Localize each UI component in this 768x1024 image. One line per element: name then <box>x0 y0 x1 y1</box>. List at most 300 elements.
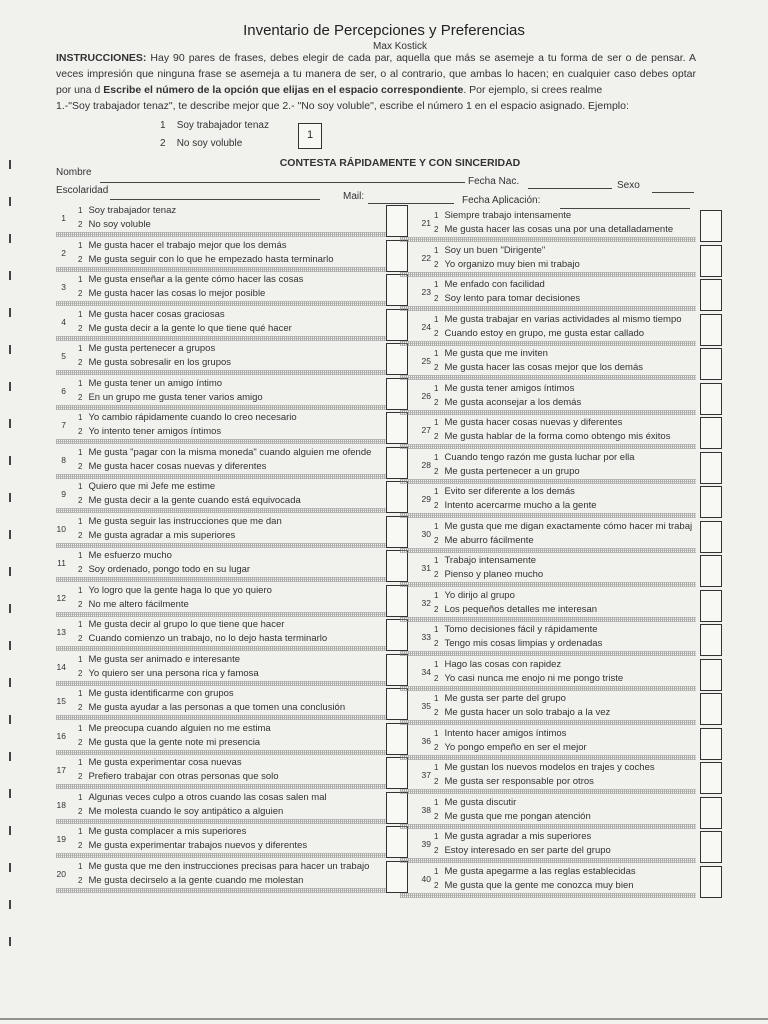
option-number: 2 <box>434 639 439 648</box>
sexo-line[interactable] <box>652 192 694 193</box>
option-text: Soy un buen "Dirigente" <box>444 244 546 256</box>
question-number: 4 <box>61 316 66 327</box>
option-text: Me gusta sobresalir en los grupos <box>88 357 232 368</box>
answer-box[interactable] <box>386 447 408 479</box>
option-text: Me gusta aconsejar a los demás <box>444 396 582 408</box>
option-text: Me gusta que la gente note mi presencia <box>88 736 261 748</box>
option-2 <box>434 604 597 615</box>
option-text: Me gusta decir a la gente cuando está equivocada <box>88 495 301 506</box>
fecha-nac-label: Fecha Nac. <box>468 176 520 187</box>
option-text: No soy voluble <box>88 219 151 230</box>
option-1 <box>78 447 371 458</box>
option-2 <box>78 737 260 748</box>
answer-box[interactable] <box>700 383 722 415</box>
question-number: 26 <box>421 390 431 401</box>
question-number: 18 <box>56 799 66 810</box>
answer-box[interactable] <box>386 309 408 341</box>
option-text: Me gusta tener amigos íntimos <box>444 382 575 394</box>
option-1 <box>434 383 574 394</box>
option-text: Me gusta pertenecer a grupos <box>88 343 216 354</box>
option-number: 1 <box>78 413 83 422</box>
option-text: Me gusta hacer cosas nuevas y diferentes <box>444 417 623 428</box>
option-2 <box>434 569 543 580</box>
option-1 <box>78 826 246 837</box>
option-text: Me gusta experimentar trabajos nuevos y diferentes <box>88 840 308 851</box>
option-2 <box>78 806 283 817</box>
option-1 <box>78 309 225 320</box>
question-number: 27 <box>421 425 431 435</box>
option-text: Me gusta hacer las cosas una por una detalladamente <box>444 224 674 235</box>
row-separator <box>56 267 386 272</box>
fecha-aplicacion-line[interactable] <box>560 208 690 209</box>
answer-box[interactable] <box>700 245 722 277</box>
option-text: Me gusta hacer las cosas mejor que los demás <box>444 362 643 373</box>
option-text: Yo quiero ser una persona rica y famosa <box>88 667 259 679</box>
option-text: Me gusta que me digan exactamente cómo hacer mi trabaj <box>444 520 693 532</box>
option-text: Me gusta apegarme a las reglas establecidas <box>444 865 636 877</box>
option-number: 1 <box>434 211 439 220</box>
option-2 <box>434 707 610 718</box>
answer-box[interactable] <box>700 555 722 587</box>
row-separator <box>56 577 386 582</box>
option-number: 1 <box>78 758 83 767</box>
option-number: 2 <box>434 397 439 407</box>
option-number: 1 <box>78 206 83 215</box>
question-number: 16 <box>56 730 66 741</box>
option-text: Me gusta complacer a mis superiores <box>88 826 247 837</box>
option-number: 2 <box>434 535 439 545</box>
option-number: 1 <box>434 866 439 876</box>
question-number: 21 <box>421 218 431 228</box>
option-1 <box>78 516 282 527</box>
mail-label: Mail: <box>343 191 365 202</box>
row-separator <box>400 858 696 863</box>
option-1 <box>78 481 215 492</box>
option-number: 2 <box>78 599 83 609</box>
option-2 <box>78 530 235 541</box>
option-text: Prefiero trabajar con otras personas que solo <box>88 771 279 782</box>
option-number: 2 <box>434 328 439 338</box>
fecha-nac-line[interactable] <box>528 188 612 189</box>
question-number: 1 <box>61 213 66 223</box>
row-separator <box>400 582 696 587</box>
option-2 <box>434 500 597 511</box>
option-text: Me gusta identificarme con grupos <box>88 688 234 699</box>
option-1 <box>78 343 215 354</box>
row-separator <box>56 646 386 651</box>
option-number: 2 <box>434 225 439 234</box>
option-1 <box>434 555 536 566</box>
row-separator <box>56 232 386 237</box>
option-1 <box>434 831 591 842</box>
example-option-1-text: Soy trabajador tenaz <box>176 120 269 131</box>
option-1 <box>78 240 286 251</box>
option-1 <box>434 486 575 497</box>
margin-tick <box>9 937 11 946</box>
option-1 <box>78 274 303 285</box>
option-number: 2 <box>78 737 83 747</box>
answer-box[interactable] <box>386 343 408 375</box>
margin-tick <box>9 826 11 835</box>
option-1 <box>434 728 566 739</box>
option-number: 1 <box>78 378 83 388</box>
option-1 <box>78 654 240 665</box>
option-text: Los pequeños detalles me interesan <box>444 603 598 615</box>
margin-tick <box>9 752 11 761</box>
answer-box[interactable] <box>700 521 722 553</box>
example-option-2-text: No soy voluble <box>176 138 243 149</box>
option-2 <box>78 875 303 886</box>
option-number: 1 <box>78 723 83 733</box>
answer-box[interactable] <box>386 688 408 720</box>
answer-box[interactable] <box>386 585 408 617</box>
escolaridad-line[interactable] <box>110 199 320 200</box>
option-1 <box>434 348 548 359</box>
option-number: 1 <box>78 827 83 836</box>
row-separator <box>56 853 386 858</box>
answer-box[interactable] <box>386 481 408 513</box>
option-1 <box>434 452 635 463</box>
row-separator <box>400 513 696 518</box>
option-text: Soy trabajador tenaz <box>88 205 177 216</box>
option-number: 1 <box>434 487 439 496</box>
question-number: 17 <box>56 765 66 775</box>
answer-box[interactable] <box>700 348 722 380</box>
row-separator <box>56 301 386 306</box>
option-number: 2 <box>78 254 83 264</box>
row-separator <box>400 548 696 553</box>
option-1 <box>78 861 369 872</box>
question-number: 9 <box>61 489 66 499</box>
answer-box[interactable] <box>700 279 722 311</box>
row-separator <box>400 789 696 794</box>
answer-box[interactable] <box>386 205 408 237</box>
question-number: 5 <box>61 351 66 361</box>
option-number: 2 <box>78 841 83 850</box>
option-1 <box>434 659 561 670</box>
margin-tick <box>9 234 11 243</box>
option-number: 2 <box>78 392 83 402</box>
option-text: Trabajo intensamente <box>444 555 536 566</box>
answer-box[interactable] <box>386 826 408 858</box>
option-1 <box>78 585 272 596</box>
question-number: 23 <box>421 287 431 297</box>
option-text: Me gusta que me pongan atención <box>444 810 591 822</box>
option-number: 2 <box>434 673 439 683</box>
question-number: 10 <box>56 523 66 534</box>
option-2 <box>434 397 581 408</box>
option-number: 1 <box>78 585 83 595</box>
question-number: 37 <box>421 770 431 780</box>
option-number: 2 <box>434 294 439 303</box>
margin-tick <box>9 419 11 428</box>
instructions-text-3: 1.-"Soy trabajador tenaz", te describe mejor que 2.- "No soy voluble", escribe el número 1 en el espacio asignado. Ejemplo: <box>56 100 629 112</box>
escolaridad-label: Escolaridad <box>56 185 109 196</box>
contesta-heading: CONTESTA RÁPIDAMENTE Y CON SINCERIDAD <box>279 157 521 169</box>
option-text: Intento acercarme mucho a la gente <box>444 500 597 511</box>
option-2 <box>434 431 670 442</box>
option-number: 1 <box>434 556 439 565</box>
answer-box[interactable] <box>386 516 408 548</box>
answer-box[interactable] <box>386 654 408 686</box>
option-number: 1 <box>78 516 83 526</box>
option-1 <box>434 521 692 532</box>
option-2 <box>434 535 534 546</box>
option-2 <box>78 564 250 575</box>
option-text: Cuando tengo razón me gusta luchar por ella <box>444 451 635 463</box>
row-separator <box>56 819 386 824</box>
option-1 <box>434 797 516 808</box>
option-2 <box>78 392 263 403</box>
question-number: 22 <box>421 252 431 263</box>
option-text: Me gusta agradar a mis superiores <box>88 529 236 541</box>
option-number: 2 <box>78 496 83 505</box>
margin-tick <box>9 271 11 280</box>
answer-box[interactable] <box>700 728 722 760</box>
row-separator <box>400 720 696 725</box>
answer-box[interactable] <box>386 619 408 651</box>
margin-tick <box>9 308 11 317</box>
answer-box[interactable] <box>700 797 722 829</box>
answer-box[interactable] <box>700 210 722 242</box>
option-text: Hago las cosas con rapidez <box>444 658 562 670</box>
answer-box[interactable] <box>386 757 408 789</box>
margin-tick <box>9 456 11 465</box>
option-2 <box>434 293 580 304</box>
answer-box[interactable] <box>700 590 722 622</box>
question-number: 11 <box>57 558 66 568</box>
option-1 <box>434 590 515 601</box>
option-text: Me gusta que me inviten <box>444 348 548 359</box>
option-text: Soy lento para tomar decisiones <box>444 293 581 304</box>
option-text: Me gusta decir a la gente lo que tiene qué hacer <box>88 322 292 334</box>
answer-box[interactable] <box>386 723 408 755</box>
option-text: Me gusta seguir con lo que he empezado hasta terminarlo <box>88 253 334 265</box>
option-1 <box>434 866 636 877</box>
instructions-paragraph <box>56 50 696 114</box>
row-separator <box>56 370 386 375</box>
answer-box[interactable] <box>700 762 722 794</box>
option-text: Me aburro fácilmente <box>444 534 534 546</box>
option-2 <box>434 362 643 373</box>
answer-box[interactable] <box>700 624 722 656</box>
option-text: Me gusta pertenecer a un grupo <box>444 465 580 477</box>
margin-tick <box>9 900 11 909</box>
option-number: 1 <box>78 620 83 629</box>
option-text: Cuando estoy en grupo, me gusta estar callado <box>444 327 645 339</box>
answer-box[interactable] <box>386 412 408 444</box>
answer-box[interactable] <box>700 417 722 449</box>
question-number: 12 <box>56 592 66 603</box>
option-text: Me preocupa cuando alguien no me estima <box>88 722 271 734</box>
option-text: Me gusta tener un amigo íntimo <box>88 377 223 389</box>
option-2 <box>78 288 265 299</box>
option-text: Me enfado con facilidad <box>444 279 545 290</box>
row-separator <box>400 375 696 380</box>
option-1 <box>434 210 571 221</box>
answer-box[interactable] <box>700 659 722 691</box>
example-answer-box: 1 <box>298 123 322 149</box>
option-text: Estoy interesado en ser parte del grupo <box>444 845 611 856</box>
margin-tick <box>9 641 11 650</box>
option-number: 1 <box>78 689 83 698</box>
answer-box[interactable] <box>386 274 408 306</box>
option-number: 2 <box>78 530 83 540</box>
instructions-text-1: Hay 90 pares de frases, debes elegir de cada par, aquella que más se asemeje a tu forma de ser o de pensar. A veces impresión que ninguna frase se asemeja a tu manera de ser, o al contrario, que ambas lo hacen; en cualquier caso debes optar por una d <box>56 52 696 96</box>
option-1 <box>78 378 222 389</box>
option-number: 1 <box>78 792 83 802</box>
margin-tick <box>9 345 11 354</box>
question-number: 8 <box>61 454 66 465</box>
option-2 <box>78 702 345 713</box>
option-1 <box>78 723 271 734</box>
option-1 <box>434 762 655 773</box>
option-2 <box>78 495 301 506</box>
nombre-label: Nombre <box>56 167 92 178</box>
option-number: 2 <box>434 432 439 441</box>
option-text: Me gusta discutir <box>444 796 517 808</box>
option-text: Evito ser diferente a los demás <box>444 486 575 497</box>
option-text: Yo dirijo al grupo <box>444 589 515 601</box>
row-separator <box>400 237 696 242</box>
option-number: 1 <box>78 654 83 664</box>
option-text: Me gusta trabajar en varias actividades al mismo tiempo <box>444 313 682 325</box>
question-number: 14 <box>56 661 66 672</box>
row-separator <box>400 341 696 346</box>
instructions-text-2: . Por ejemplo, si crees realme <box>463 84 603 96</box>
option-number: 2 <box>78 565 83 574</box>
option-2 <box>434 742 587 753</box>
option-text: Me gusta ayudar a las personas a que tomen una conclusión <box>88 702 346 713</box>
sexo-label: Sexo <box>617 180 640 191</box>
row-separator <box>400 272 696 277</box>
option-number: 1 <box>434 245 439 255</box>
option-text: Me esfuerzo mucho <box>88 550 172 561</box>
margin-tick <box>9 715 11 724</box>
row-separator <box>56 715 386 720</box>
option-number: 2 <box>434 811 439 821</box>
question-number: 25 <box>421 356 431 366</box>
option-text: Yo casi nunca me enojo ni me pongo triste <box>444 672 624 684</box>
option-number: 1 <box>78 447 83 457</box>
option-text: Me gusta seguir las instrucciones que me dan <box>88 515 282 527</box>
answer-box[interactable] <box>386 792 408 824</box>
option-text: Me gusta hacer las cosas lo mejor posible <box>88 288 266 299</box>
row-separator <box>400 824 696 829</box>
option-text: Me gusta agradar a mis superiores <box>444 831 592 842</box>
question-number: 35 <box>421 701 431 711</box>
question-number: 15 <box>56 696 66 706</box>
answer-box[interactable] <box>700 452 722 484</box>
margin-tick <box>9 604 11 613</box>
option-text: Me gusta que la gente me conozca muy bien <box>444 879 634 891</box>
option-text: Tomo decisiones fácil y rápidamente <box>444 624 598 635</box>
answer-box[interactable] <box>386 240 408 272</box>
answer-box[interactable] <box>700 486 722 518</box>
option-2 <box>434 880 634 891</box>
bottom-edge-line <box>0 1018 768 1020</box>
answer-box[interactable] <box>700 866 722 898</box>
option-text: Me gusta ser responsable por otros <box>444 776 594 787</box>
option-text: Me gusta que me den instrucciones precisas para hacer un trabajo <box>88 860 370 872</box>
row-separator <box>56 543 386 548</box>
option-1 <box>78 205 176 216</box>
question-number: 24 <box>421 321 431 332</box>
answer-box[interactable] <box>386 861 408 893</box>
row-separator <box>400 306 696 311</box>
option-text: Me gusta decir al grupo lo que tiene que hacer <box>88 619 285 630</box>
option-2 <box>434 224 673 235</box>
option-text: Yo pongo empeño en ser el mejor <box>444 741 587 753</box>
margin-tick <box>9 160 11 169</box>
option-number: 2 <box>434 880 439 890</box>
option-number: 1 <box>434 694 439 703</box>
option-number: 1 <box>434 625 439 634</box>
option-number: 2 <box>434 259 439 269</box>
option-text: No me altero fácilmente <box>88 598 189 610</box>
option-2 <box>78 426 221 437</box>
option-number: 1 <box>434 418 439 427</box>
margin-tick <box>9 678 11 687</box>
option-1 <box>78 688 234 699</box>
option-text: Yo intento tener amigos íntimos <box>88 426 222 437</box>
nombre-line[interactable] <box>100 182 465 183</box>
option-number: 1 <box>434 314 439 324</box>
option-2 <box>434 328 644 339</box>
example-option-1 <box>160 120 269 131</box>
option-number: 2 <box>78 323 83 333</box>
option-number: 2 <box>78 634 83 643</box>
option-2 <box>434 776 594 787</box>
option-number: 1 <box>434 280 439 289</box>
row-separator <box>400 755 696 760</box>
option-number: 1 <box>78 275 83 284</box>
question-number: 20 <box>56 868 66 879</box>
option-2 <box>78 323 292 334</box>
option-text: Me gusta hacer cosas graciosas <box>88 308 225 320</box>
option-1 <box>78 757 242 768</box>
row-separator <box>56 612 386 617</box>
option-number: 1 <box>78 240 83 250</box>
option-2 <box>434 638 602 649</box>
option-2 <box>434 673 623 684</box>
option-number: 2 <box>434 501 439 510</box>
row-separator <box>56 439 386 444</box>
option-text: Me molesta cuando le soy antipático a alguien <box>88 805 284 817</box>
answer-box[interactable] <box>386 378 408 410</box>
answer-box[interactable] <box>700 314 722 346</box>
option-1 <box>434 417 622 428</box>
option-1 <box>434 624 598 635</box>
option-2 <box>434 259 580 270</box>
option-number: 1 <box>434 521 439 531</box>
answer-box[interactable] <box>386 550 408 582</box>
option-number: 1 <box>434 383 439 393</box>
answer-box[interactable] <box>700 693 722 725</box>
question-number: 30 <box>421 528 431 539</box>
row-separator <box>400 444 696 449</box>
option-number: 1 <box>78 309 83 319</box>
option-1 <box>78 550 172 561</box>
option-text: Me gusta hablar de la forma como obtengo mis éxitos <box>444 431 671 442</box>
row-separator <box>400 686 696 691</box>
option-text: Me gusta decirselo a la gente cuando me molestan <box>88 874 304 886</box>
question-number: 28 <box>421 459 431 470</box>
mail-line[interactable] <box>368 203 454 204</box>
margin-tick <box>9 197 11 206</box>
answer-box[interactable] <box>700 831 722 863</box>
option-2 <box>78 357 231 368</box>
